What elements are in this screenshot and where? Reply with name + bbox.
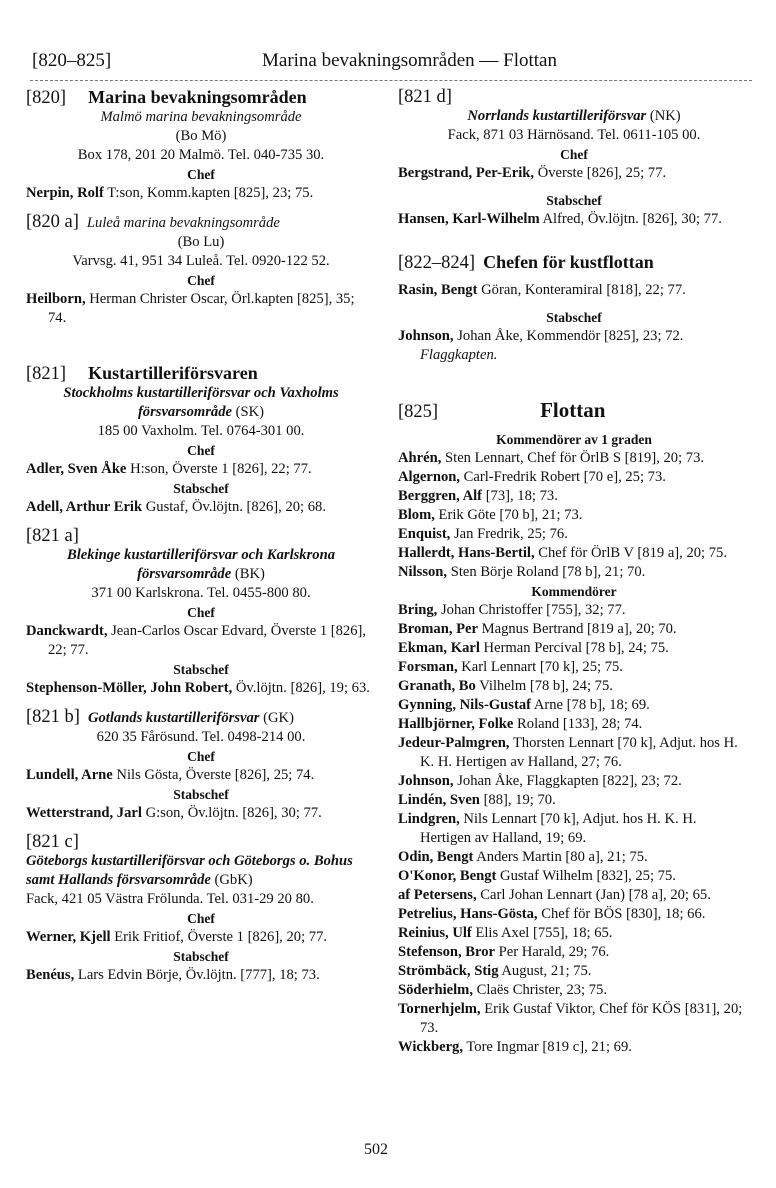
person-entry: Wickberg, Tore Ingmar [819 c], 21; 69. bbox=[398, 1039, 632, 1055]
person-entry: Hallerdt, Hans-Bertil, Chef för ÖrlB V [819 a], 20; 75. bbox=[398, 545, 728, 561]
chef-label: Chef bbox=[187, 911, 215, 926]
group-list bbox=[398, 601, 750, 1057]
person-entry: Johnson, Johan Åke, Flaggkapten [822], 23; 72. bbox=[398, 773, 682, 789]
running-header bbox=[30, 50, 752, 81]
person-entry: Broman, Per Magnus Bertrand [819 a], 20; 70. bbox=[398, 621, 677, 637]
section-title: Kustartilleriförsvaren bbox=[88, 363, 258, 383]
chef-entry: Heilborn, Herman Christer Oscar, Örl.kapten [825], 35; 74. bbox=[26, 291, 355, 326]
person-entry: af Petersens, Carl Johan Lennart (Jan) [78 a], 20; 65. bbox=[398, 887, 711, 903]
section-abbr: (GK) bbox=[263, 710, 294, 726]
section-address: 620 35 Fårösund. Tel. 0498-214 00. bbox=[96, 729, 306, 745]
section-821d bbox=[398, 88, 750, 229]
person-entry: Berggren, Alf [73], 18; 73. bbox=[398, 488, 558, 504]
section-address: Varvsg. 41, 951 34 Luleå. Tel. 0920-122 52. bbox=[72, 253, 330, 269]
section-address: 185 00 Vaxholm. Tel. 0764-301 00. bbox=[97, 423, 305, 439]
section-abbr: (BK) bbox=[234, 566, 265, 582]
person-entry: Petrelius, Hans-Gösta, Chef för BÖS [830], 18; 66. bbox=[398, 906, 706, 922]
chef-entry: Adler, Sven Åke H:son, Överste 1 [826], 22; 77. bbox=[26, 461, 312, 477]
section-821 bbox=[26, 364, 376, 517]
stabschef-label: Stabschef bbox=[546, 310, 602, 325]
stabschef-entry: Benéus, Lars Edvin Börje, Öv.löjtn. [777], 18; 73. bbox=[26, 967, 320, 983]
chef-label: Chef bbox=[187, 167, 215, 182]
section-code: [821 a] bbox=[26, 526, 79, 546]
stabschef-note: Flaggkapten. bbox=[420, 347, 498, 363]
section-code: [820] bbox=[26, 88, 67, 108]
section-821c bbox=[26, 833, 376, 985]
header-range: [820–825] bbox=[32, 50, 112, 71]
section-subtitle: Norrlands kustartilleriförsvar bbox=[467, 108, 647, 124]
section-subtitle: Blekinge kustartilleriförsvar och Karlskrona försvarsområde bbox=[67, 547, 335, 582]
section-code: [821 c] bbox=[26, 832, 79, 852]
section-abbr: (NK) bbox=[649, 108, 681, 124]
section-address: 371 00 Karlskrona. Tel. 0455-800 80. bbox=[91, 585, 311, 601]
section-821a bbox=[26, 527, 376, 698]
person-entry: Tornerhjelm, Erik Gustaf Viktor, Chef för KÖS [831], 20; 73. bbox=[398, 1001, 743, 1036]
left-column bbox=[26, 88, 376, 995]
person-entry: Jedeur-Palmgren, Thorsten Lennart [70 k], Adjut. hos H. K. H. Hertigen av Halland, 27; 76. bbox=[398, 735, 738, 770]
section-abbr: (Bo Mö) bbox=[175, 128, 227, 144]
stabschef-entry: Stephenson-Möller, John Robert, Öv.löjtn. [826], 19; 63. bbox=[26, 680, 370, 696]
header-title: Marina bevakningsområden — Flottan bbox=[262, 50, 557, 71]
stabschef-label: Stabschef bbox=[546, 193, 602, 208]
right-column bbox=[398, 88, 750, 1067]
section-code: [820 a] bbox=[26, 212, 79, 232]
section-subtitle: Stockholms kustartilleriförsvar och Vaxholms försvarsområde bbox=[63, 385, 339, 420]
person-entry: Ekman, Karl Herman Percival [78 b], 24; 75. bbox=[398, 640, 669, 656]
stabschef-label: Stabschef bbox=[173, 787, 229, 802]
section-822-824 bbox=[398, 253, 750, 365]
person-entry: Algernon, Carl-Fredrik Robert [70 e], 25; 73. bbox=[398, 469, 666, 485]
chef-entry: Rasin, Bengt Göran, Konteramiral [818], 22; 77. bbox=[398, 282, 686, 298]
person-entry: Granath, Bo Vilhelm [78 b], 24; 75. bbox=[398, 678, 613, 694]
section-subtitle: Luleå marina bevakningsområde bbox=[86, 215, 280, 231]
person-entry: O'Konor, Bengt Gustaf Wilhelm [832], 25; 75. bbox=[398, 868, 676, 884]
section-address: Fack, 421 05 Västra Frölunda. Tel. 031-29 20 80. bbox=[26, 891, 314, 907]
person-entry: Ahrén, Sten Lennart, Chef för ÖrlB S [819], 20; 73. bbox=[398, 450, 705, 466]
stabschef-label: Stabschef bbox=[173, 949, 229, 964]
person-entry: Stefenson, Bror Per Harald, 29; 76. bbox=[398, 944, 610, 960]
section-abbr: (Bo Lu) bbox=[177, 234, 225, 250]
person-entry: Gynning, Nils-Gustaf Arne [78 b], 18; 69. bbox=[398, 697, 650, 713]
chef-label: Chef bbox=[187, 273, 215, 288]
stabschef-label: Stabschef bbox=[173, 662, 229, 677]
section-title: Flottan bbox=[540, 398, 606, 422]
chef-entry: Nerpin, Rolf T:son, Komm.kapten [825], 23; 75. bbox=[26, 185, 314, 201]
chef-entry: Werner, Kjell Erik Fritiof, Överste 1 [826], 20; 77. bbox=[26, 929, 328, 945]
chef-label: Chef bbox=[187, 605, 215, 620]
stabschef-entry: Johnson, Johan Åke, Kommendör [825], 23; 72. bbox=[398, 328, 684, 344]
stabschef-label: Stabschef bbox=[173, 481, 229, 496]
person-entry: Lindén, Sven [88], 19; 70. bbox=[398, 792, 556, 808]
stabschef-entry: Wetterstrand, Jarl G:son, Öv.löjtn. [826], 30; 77. bbox=[26, 805, 322, 821]
person-entry: Blom, Erik Göte [70 b], 21; 73. bbox=[398, 507, 583, 523]
chef-label: Chef bbox=[187, 749, 215, 764]
section-abbr: (GbK) bbox=[214, 872, 253, 888]
section-title: Chefen för kustflottan bbox=[483, 252, 654, 272]
section-subtitle: Malmö marina bevakningsområde bbox=[100, 109, 302, 125]
chef-entry: Lundell, Arne Nils Gösta, Överste [826], 25; 74. bbox=[26, 767, 315, 783]
section-code: [822–824] bbox=[398, 253, 476, 273]
section-code: [821] bbox=[26, 364, 67, 384]
section-title: Marina bevakningsområden bbox=[88, 87, 307, 107]
person-entry: Hallbjörner, Folke Roland [133], 28; 74. bbox=[398, 716, 643, 732]
section-code: [821 b] bbox=[26, 707, 80, 727]
person-entry: Lindgren, Nils Lennart [70 k], Adjut. hos H. K. H. Hertigen av Halland, 19; 69. bbox=[398, 811, 697, 846]
section-820 bbox=[26, 88, 376, 203]
group-list bbox=[398, 449, 750, 582]
section-subtitle: Göteborgs kustartilleriförsvar och Göteborgs o. Bohus samt Hallands försvarsområde bbox=[26, 853, 353, 888]
chef-label: Chef bbox=[187, 443, 215, 458]
section-address: Box 178, 201 20 Malmö. Tel. 040-735 30. bbox=[77, 147, 325, 163]
person-entry: Söderhielm, Claës Christer, 23; 75. bbox=[398, 982, 607, 998]
section-821b bbox=[26, 708, 376, 823]
section-abbr: (SK) bbox=[235, 404, 265, 420]
chef-entry: Bergstrand, Per-Erik, Överste [826], 25; 77. bbox=[398, 165, 667, 181]
person-entry: Odin, Bengt Anders Martin [80 a], 21; 75. bbox=[398, 849, 648, 865]
person-entry: Strömbäck, Stig August, 21; 75. bbox=[398, 963, 592, 979]
page-number: 502 bbox=[364, 1141, 388, 1158]
section-code: [825] bbox=[398, 402, 439, 422]
section-address: Fack, 871 03 Härnösand. Tel. 0611-105 00. bbox=[447, 127, 701, 143]
person-entry: Nilsson, Sten Börje Roland [78 b], 21; 70. bbox=[398, 564, 646, 580]
person-entry: Reinius, Ulf Elis Axel [755], 18; 65. bbox=[398, 925, 613, 941]
stabschef-entry: Hansen, Karl-Wilhelm Alfred, Öv.löjtn. [826], 30; 77. bbox=[398, 211, 722, 227]
chef-label: Chef bbox=[560, 147, 588, 162]
group-label: Kommendörer bbox=[531, 584, 617, 599]
chef-entry: Danckwardt, Jean-Carlos Oscar Edvard, Överste 1 [826], 22; 77. bbox=[26, 623, 367, 658]
section-825 bbox=[398, 398, 750, 1057]
section-code: [821 d] bbox=[398, 87, 452, 107]
person-entry: Forsman, Karl Lennart [70 k], 25; 75. bbox=[398, 659, 623, 675]
person-entry: Bring, Johan Christoffer [755], 32; 77. bbox=[398, 602, 626, 618]
person-entry: Enquist, Jan Fredrik, 25; 76. bbox=[398, 526, 568, 542]
group-label: Kommendörer av 1 graden bbox=[496, 432, 652, 447]
stabschef-entry: Adell, Arthur Erik Gustaf, Öv.löjtn. [826], 20; 68. bbox=[26, 499, 326, 515]
section-subtitle: Gotlands kustartilleriförsvar bbox=[87, 710, 260, 726]
section-820a bbox=[26, 213, 376, 328]
